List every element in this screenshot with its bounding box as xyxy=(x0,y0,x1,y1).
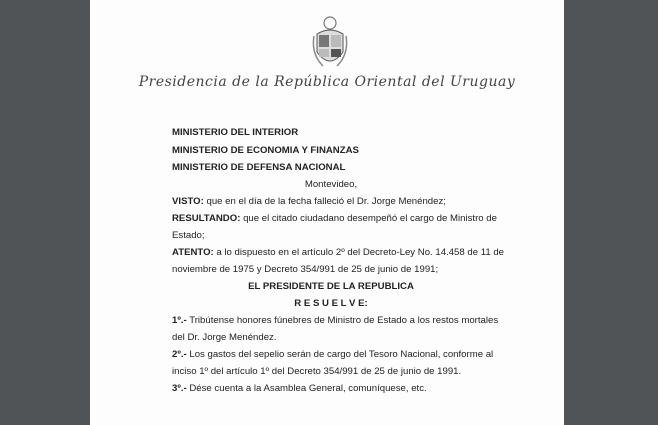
president-heading: EL PRESIDENTE DE LA REPUBLICA xyxy=(248,281,414,292)
resultando-paragraph: RESULTANDO: que el citado ciudadano desempeñó el cargo de Ministro de xyxy=(172,213,497,224)
article-1-cont: del Dr. Jorge Menéndez. xyxy=(172,332,277,343)
article-2-cont: inciso 1º del artículo 1º del Decreto 354/991 de 25 de junio de 1991. xyxy=(172,366,462,377)
visto-paragraph: VISTO: que en el día de la fecha falleció el Dr. Jorge Menéndez; xyxy=(172,196,446,207)
ministry-interior: MINISTERIO DEL INTERIOR xyxy=(172,127,299,138)
letterhead-title: Presidencia de la República Oriental del Uruguay xyxy=(138,74,516,90)
place: Montevideo, xyxy=(304,179,358,190)
document-page xyxy=(90,0,564,425)
article-1: 1º.- Tribútense honores fúnebres de Ministro de Estado a los restos mortales xyxy=(172,315,499,326)
resuelve-heading: R E S U E L V E: xyxy=(294,298,368,309)
ministry-defense: MINISTERIO DE DEFENSA NACIONAL xyxy=(172,162,346,173)
coat-of-arms-seal xyxy=(311,14,349,74)
atento-paragraph: ATENTO: a lo dispuesto en el artículo 2º del Decreto-Ley No. 14.458 de 11 de xyxy=(172,247,505,258)
article-3: 3º.- Dése cuenta a la Asamblea General, comuníquese, etc. xyxy=(172,383,427,394)
ministry-economy: MINISTERIO DE ECONOMIA Y FINANZAS xyxy=(172,145,359,156)
resultando-cont: Estado; xyxy=(172,230,205,241)
article-2: 2º.- Los gastos del sepelio serán de cargo del Tesoro Nacional, conforme al xyxy=(172,349,494,360)
atento-cont: noviembre de 1975 y Decreto 354/991 de 25 de junio de 1991; xyxy=(172,264,439,275)
